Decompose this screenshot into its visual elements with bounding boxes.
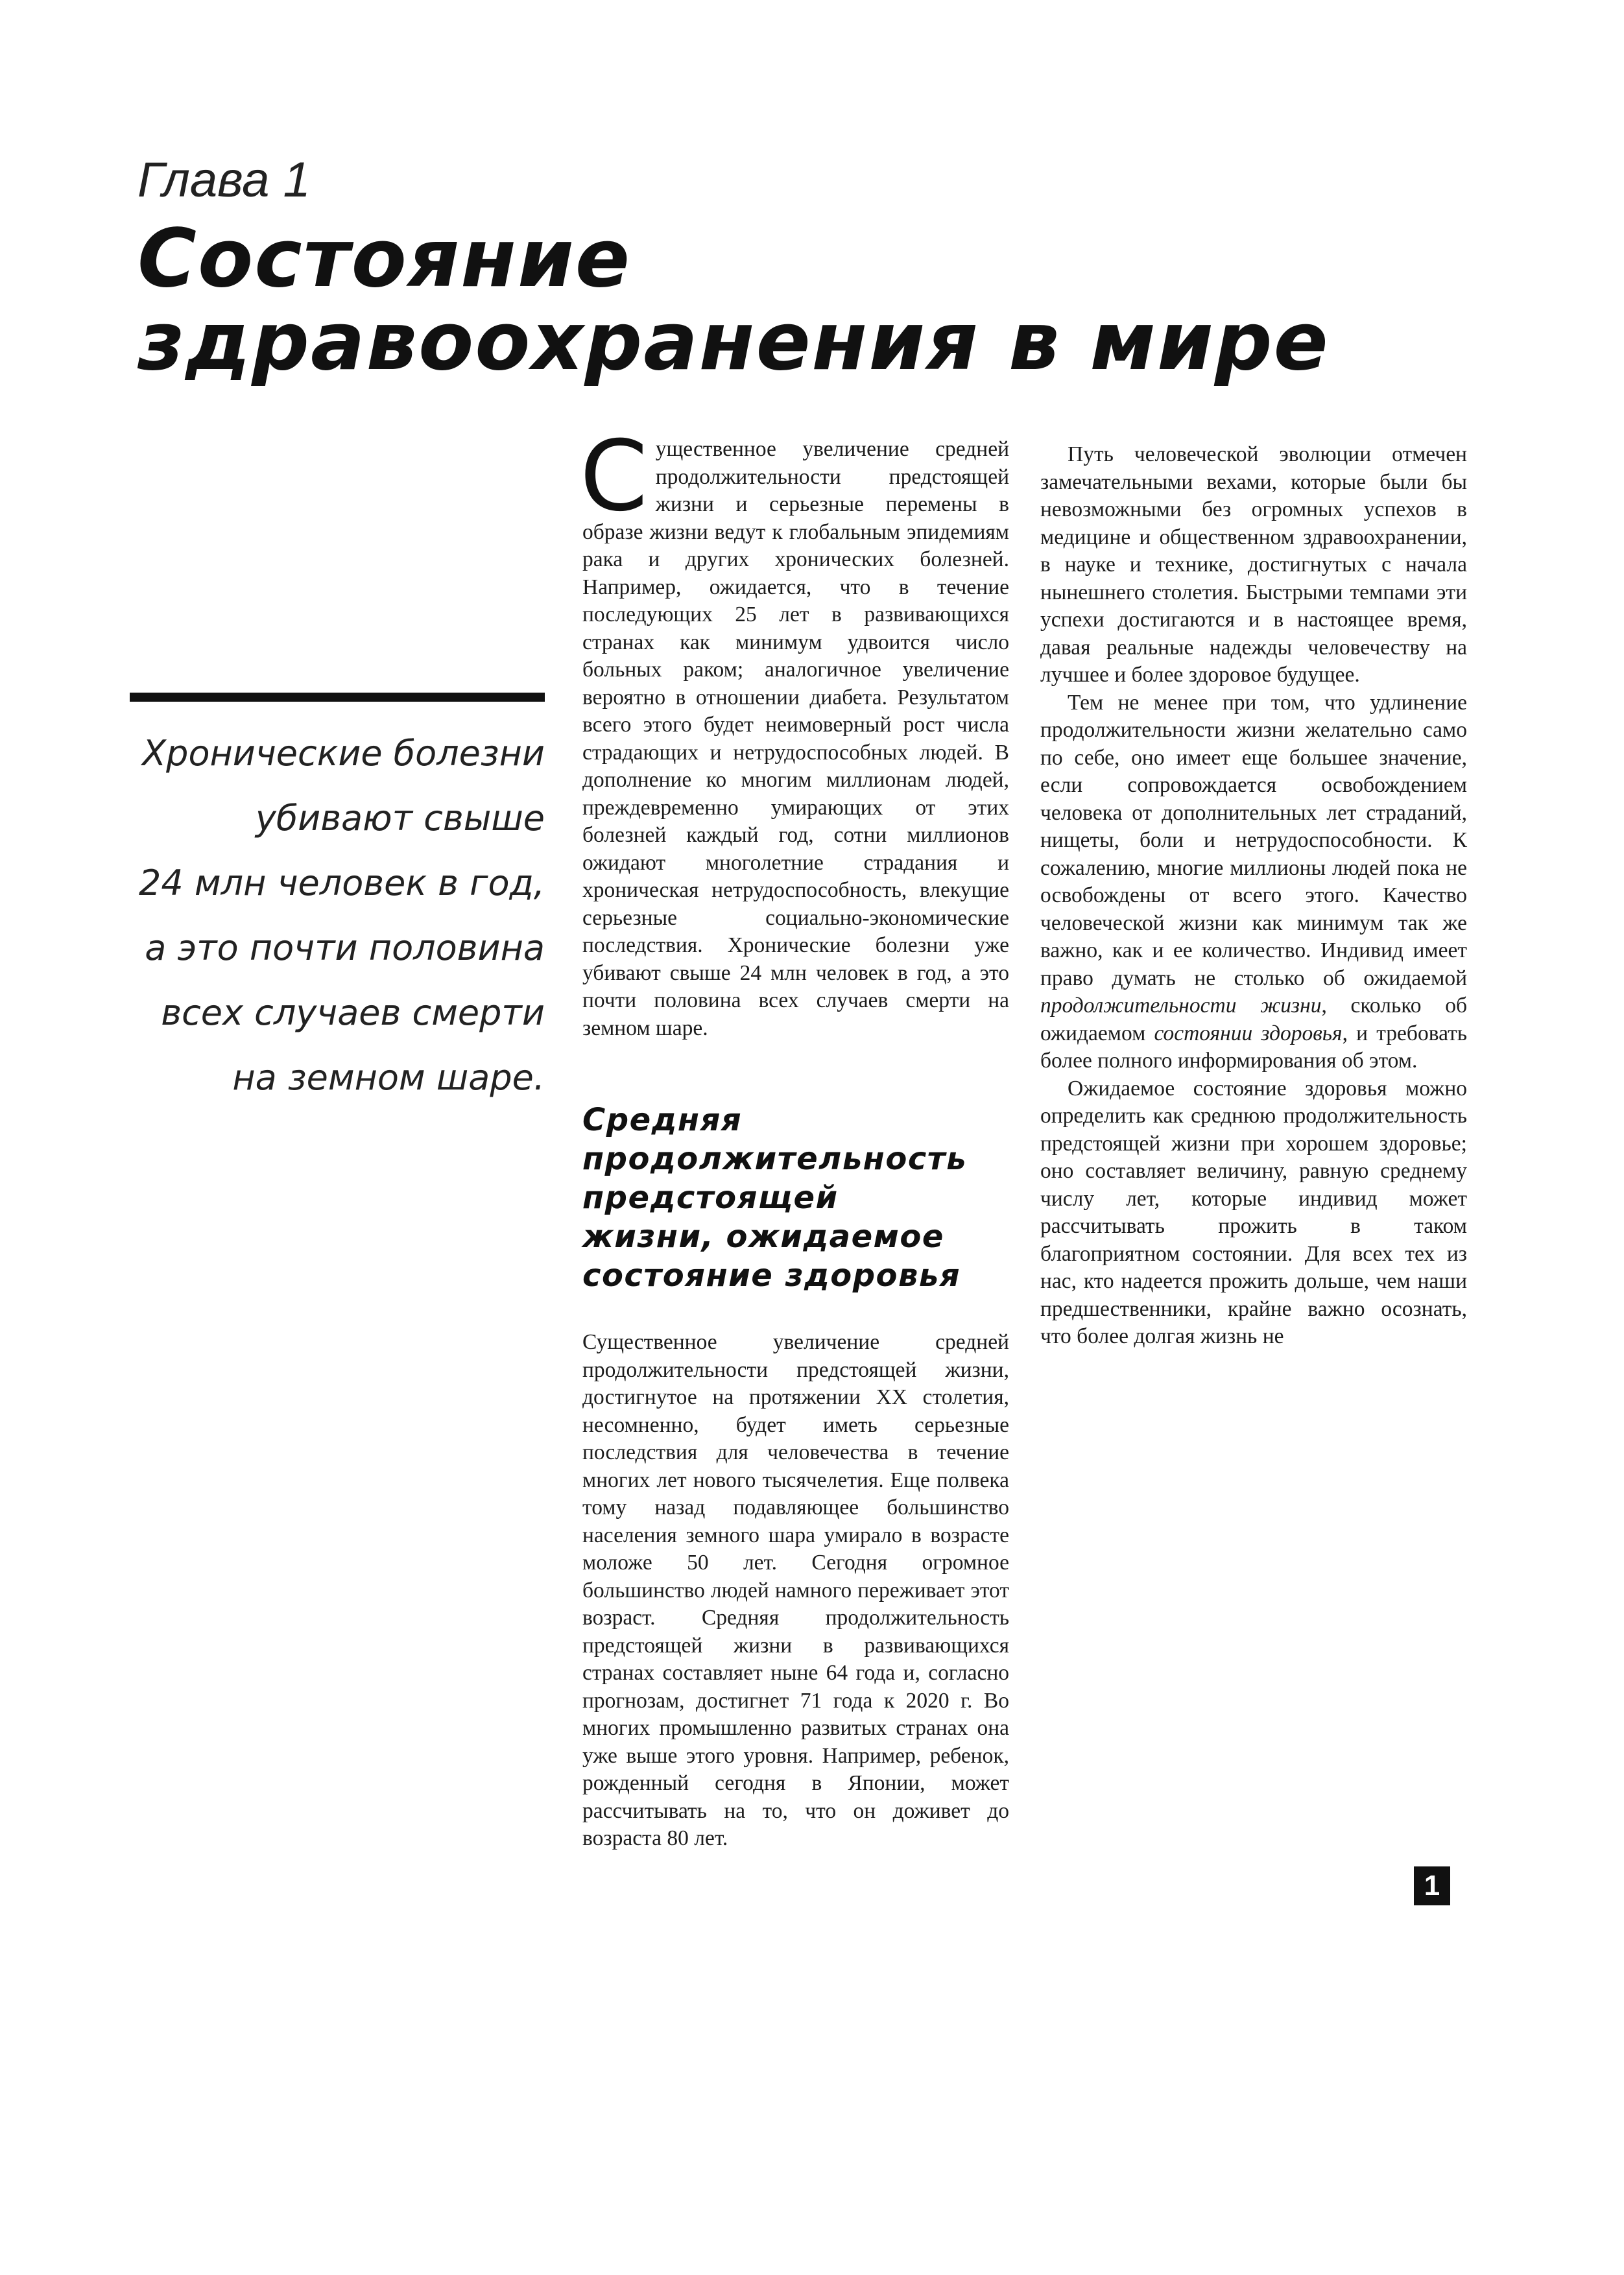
body-column-right (1040, 441, 1467, 1351)
section-heading-line: жизни, ожидаемое (582, 1219, 944, 1255)
pull-quote-line: убивают свыше (255, 798, 545, 839)
section-paragraph-2: Путь человеческой эволюции отмечен замечательными вехами, которые были бы невозможными без огромных успехов в медицине и общественном здравоохранении, в науке и технике, достигнутых с начала нынешнего столетия. Быстрыми темпами эти успехи достигаются и в настоящее время, давая реальные надежды человечеству на лучшее и более здоровое будущее. (1040, 442, 1467, 687)
paragraph-3-text: , сколько об ожидаемом (1040, 994, 1467, 1045)
section-heading (582, 1101, 1009, 1295)
emphasis-health-expectancy: состоянии здоровья (1154, 1021, 1343, 1045)
drop-cap: С (580, 420, 648, 533)
pull-quote (104, 721, 545, 1110)
section-paragraph-1: Существенное увеличение средней продолжительности предстоящей жизни, достигнутое на протяжении XX столетия, несомненно, будет иметь серьезные последствия для человечества в течение многих лет нового тысячелетия. Еще полвека тому назад подавляющее большинство населения земного шара умирало в возрасте моложе 50 лет. Сегодня огромное большинство людей намного переживает этот возраст. Средняя продолжительность предстоящей жизни в развивающихся странах составляет ныне 64 года и, согласно прогнозам, достигнет 71 года к 2020 г. Во многих промышленно развитых странах она уже выше этого уровня. Например, ребенок, рожденный сегодня в Японии, может рассчитывать на то, что он доживет до возраста 80 лет. (582, 1330, 1009, 1850)
page-number: 1 (1414, 1866, 1450, 1905)
section-paragraph-3 (1040, 689, 1467, 1075)
paragraph-3-text: Тем не менее при том, что удлинение продолжительности жизни желательно само по себе, оно имеет еще большее значение, если сопровождается освобождением человека от дополнительных лет страданий, нищеты, боли и нетрудоспособности. К сожалению, многие миллионы людей пока не освобождены от всего этого. Качество человеческой жизни как минимум так же важно, как и ее количество. Индивид имеет право думать не столько об ожидаемой (1040, 690, 1467, 990)
chapter-title: Состояние здравоохранения в мире (137, 212, 1330, 388)
pull-quote-line: всех случаев смерти (161, 992, 545, 1033)
section-heading-line: Средняя (582, 1102, 743, 1138)
chapter-label: Глава 1 (137, 152, 311, 208)
section-heading-line: продолжительность (582, 1141, 967, 1177)
pull-quote-line: Хронические болезни (142, 733, 545, 774)
pull-quote-line: на земном шаре. (232, 1057, 545, 1098)
section-paragraph-4: Ожидаемое состояние здоровья можно определить как среднюю продолжительность предстоящей жизни при хорошем здоровье; оно составляет величину, равную среднему числу лет, которые индивид может рассчитывать прожить в таком благоприятном состоянии. Для всех тех из нас, кто надеется прожить дольше, чем наши предшественники, крайне важно осознать, что более долгая жизнь не (1040, 1076, 1467, 1348)
pull-quote-line: 24 млн человек в год, (138, 863, 545, 903)
section-heading-line: состояние здоровья (582, 1257, 961, 1294)
intro-text: ущественное увеличение средней продолжительности предстоящей жизни и серьезные перемены в образе жизни ведут к глобальным эпидемиям рака и других хронических болезней. Например, ожидается, что в течение последующих 25 лет в развивающихся странах как минимум удвоится число больных раком; аналогичное увеличение вероятно в отношении диабета. Результатом всего этого будет неимоверный рост числа страдающих и нетрудоспособных людей. В дополнение ко многим миллионам людей, преждевременно умирающих от этих болезней каждый год, сотни миллионов ожидают многолетние страдания и хроническая нетрудоспособность, влекущие серьезные социально-экономические последствия. Хронические болезни уже убивают свыше 24 млн человек в год, а это почти половина всех случаев смерти на земном шаре. (582, 437, 1009, 1040)
emphasis-life-expectancy: продолжительности жизни (1040, 994, 1322, 1018)
pull-quote-rule (130, 693, 545, 702)
pull-quote-line: а это почти половина (145, 927, 545, 968)
body-column-middle (580, 420, 1009, 1853)
section-heading-line: предстоящей (582, 1180, 839, 1216)
intro-paragraph (580, 420, 1009, 1042)
paragraph-3-text: , и требовать более полного информирования об этом. (1040, 1021, 1467, 1073)
